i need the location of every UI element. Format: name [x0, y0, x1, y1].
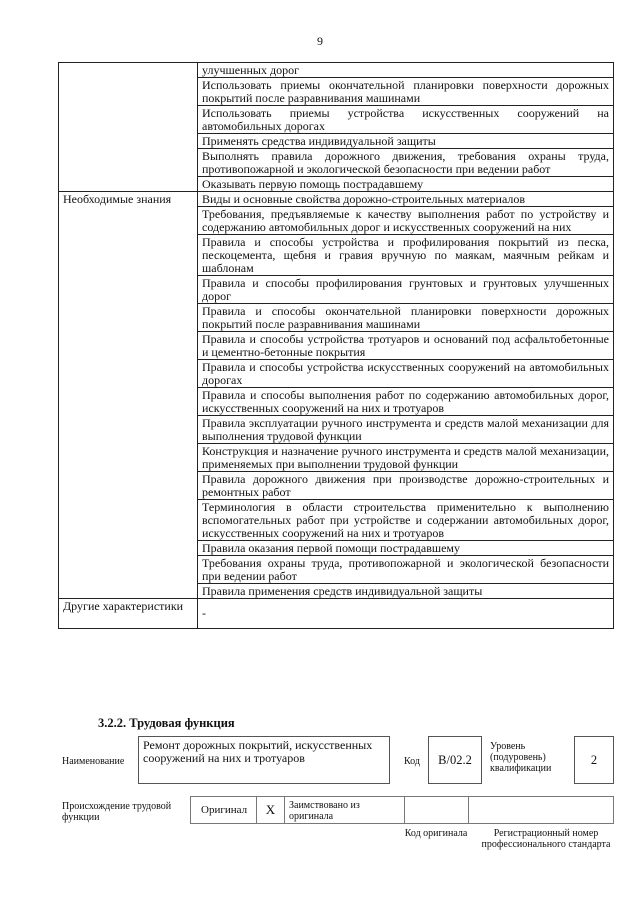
knowledge-table	[58, 62, 614, 629]
knowledge-label: Необходимые знания	[59, 192, 198, 599]
table-row: Требования охраны труда, противопожарной и экологической безопасности при ведении работ	[198, 556, 614, 584]
section-heading: 3.2.2. Трудовая функция	[98, 716, 235, 730]
table-row: Правила оказания первой помощи пострадавшему	[198, 541, 614, 556]
name-value: Ремонт дорожных покрытий, искусственных сооружений на них и тротуаров	[138, 736, 390, 784]
table-row: Правила эксплуатации ручного инструмента и средств малой механизации для выполнения трудовой функции	[198, 416, 614, 444]
table-cell-empty	[59, 78, 198, 106]
table-row: Правила и способы устройства искусственных сооружений на автомобильных дорогах	[198, 360, 614, 388]
table-row: Виды и основные свойства дорожно-строительных материалов	[198, 192, 614, 207]
table-row: Конструкция и назначение ручного инструмента и средств малой механизации, применяемых при выполнении трудовой функции	[198, 444, 614, 472]
table-cell-empty	[59, 134, 198, 149]
page-number: 9	[317, 34, 323, 48]
table-row: Правила и способы устройства тротуаров и оснований под асфальтобетонные и цементно-бетонные покрытия	[198, 332, 614, 360]
table-row: Правила и способы устройства и профилирования покрытий из песка, пескоцемента, щебня и гравия вручную по маякам, маячным рейкам и шаблонам	[198, 235, 614, 276]
code-label: Код	[404, 756, 420, 767]
table-cell-empty	[59, 177, 198, 192]
caption-code: Код оригинала	[404, 828, 468, 839]
table-row: Терминология в области строительства применительно к выполнению вспомогательных работ при устройстве и содержании автомобильных дорог, искусственных сооружений на них и тротуаров	[198, 500, 614, 541]
table-row: улучшенных дорог	[198, 63, 614, 78]
table-cell-empty	[59, 63, 198, 78]
origin-label: Происхождение трудовой функции	[62, 801, 172, 823]
level-label: Уровень (подуровень) квалификации	[490, 741, 552, 774]
table-row: Требования, предъявляемые к качеству выполнения работ по устройству и содержанию автомобильных дорог и искусственных сооружений на них	[198, 207, 614, 235]
origin-row	[190, 796, 614, 824]
other-value: -	[198, 599, 614, 629]
table-cell-empty	[59, 106, 198, 134]
table-row: Использовать приемы окончательной планировки поверхности дорожных покрытий после разравнивания машинами	[198, 78, 614, 106]
other-label: Другие характеристики	[59, 599, 198, 629]
table-row: Использовать приемы устройства искусственных сооружений на автомобильных дорогах	[198, 106, 614, 134]
code-value: B/02.2	[428, 736, 482, 784]
table-row: Оказывать первую помощь пострадавшему	[198, 177, 614, 192]
table-row: Правила применения средств индивидуальной защиты	[198, 584, 614, 599]
table-row: Применять средства индивидуальной защиты	[198, 134, 614, 149]
table-row: Правила и способы выполнения работ по содержанию автомобильных дорог, искусственных сооружений на них и тротуаров	[198, 388, 614, 416]
table-row: Правила и способы профилирования грунтовых и грунтовых улучшенных дорог	[198, 276, 614, 304]
origin-code-cell	[405, 797, 469, 823]
table-row: Выполнять правила дорожного движения, требования охраны труда, противопожарной и экологической безопасности при ведении работ	[198, 149, 614, 177]
table-row: Правила и способы окончательной планировки поверхности дорожных покрытий после разравнивания машинами	[198, 304, 614, 332]
origin-original: Оригинал	[191, 797, 257, 823]
name-label: Наименование	[62, 756, 125, 767]
origin-borrowed: Заимствовано из оригинала	[285, 797, 405, 823]
caption-reg: Регистрационный номер профессионального стандарта	[481, 828, 611, 850]
level-value: 2	[574, 736, 614, 784]
table-row: Правила дорожного движения при производстве дорожно-строительных и ремонтных работ	[198, 472, 614, 500]
origin-mark: X	[257, 797, 285, 823]
table-cell-empty	[59, 149, 198, 177]
